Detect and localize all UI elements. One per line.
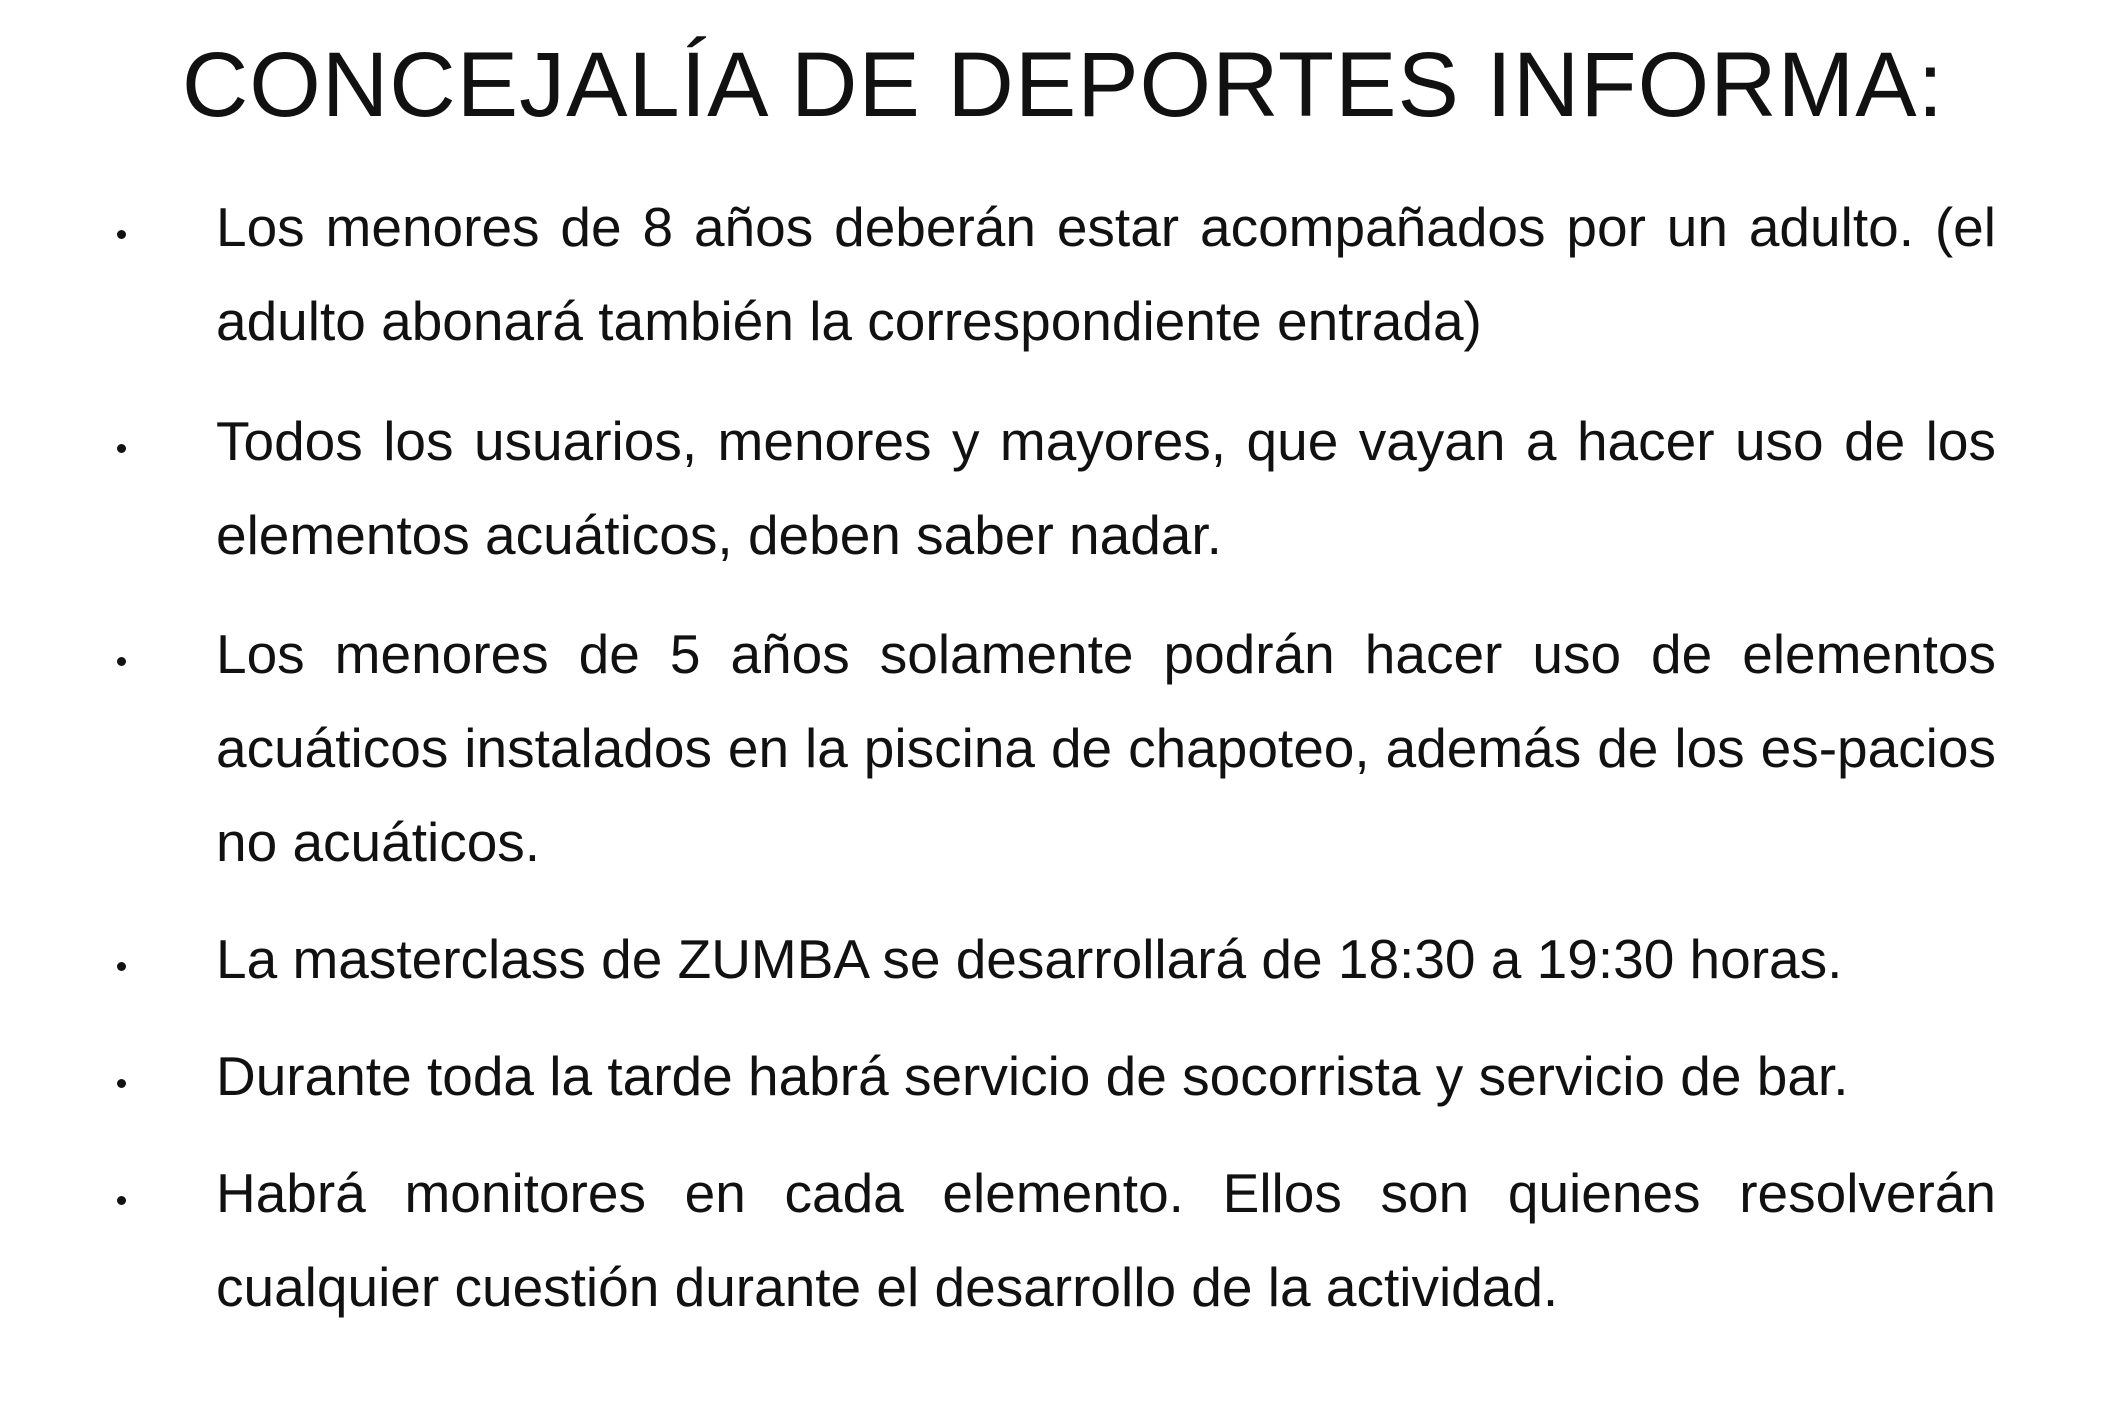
list-item-text: Los menores de 5 años solamente podrán hacer uso de elementos acuáticos instalados en la piscina de chapoteo, además de los es-pacios no acuáticos. bbox=[216, 623, 1996, 873]
bullet-icon bbox=[117, 962, 126, 971]
bullet-icon bbox=[117, 444, 126, 453]
list-item-text: Los menores de 8 años deberán estar acompañados por un adulto. (el adulto abonará también la correspondiente entrada) bbox=[216, 196, 1996, 352]
bullet-icon bbox=[117, 1079, 126, 1088]
list-item-text: Durante toda la tarde habrá servicio de socorrista y servicio de bar. bbox=[216, 1045, 1849, 1107]
list-item-text: La masterclass de ZUMBA se desarrollará de 18:30 a 19:30 horas. bbox=[216, 928, 1843, 990]
list-item-text: Habrá monitores en cada elemento. Ellos son quienes resolverán cualquier cuestión durante el desarrollo de la actividad. bbox=[216, 1162, 1996, 1318]
list-item-text: Todos los usuarios, menores y mayores, que vayan a hacer uso de los elementos acuáticos, deben saber nadar. bbox=[216, 410, 1996, 566]
bullet-icon bbox=[117, 657, 126, 666]
bullet-icon bbox=[117, 1196, 126, 1205]
notice-title: CONCEJALÍA DE DEPORTES INFORMA: bbox=[181, 34, 1945, 136]
bullet-icon bbox=[117, 230, 126, 239]
